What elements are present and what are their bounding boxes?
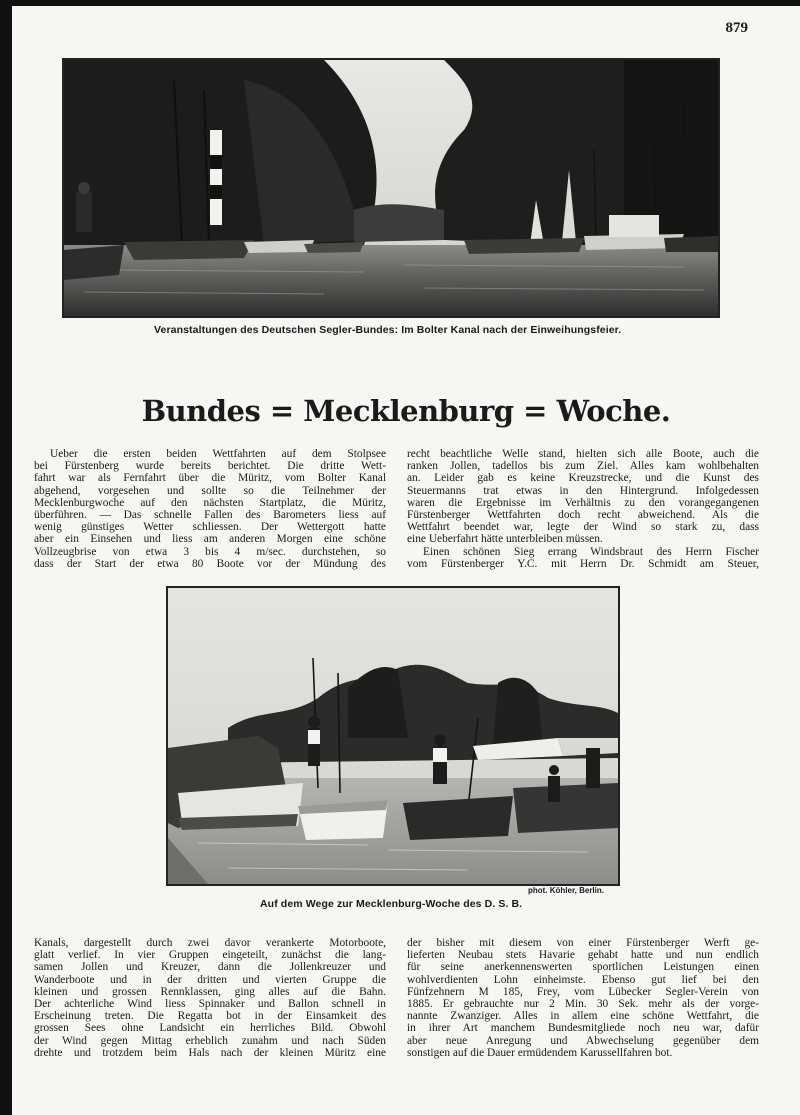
page-number: 879 (725, 20, 748, 36)
text-line: ranken Jollen, tadellos bis zum Ziel. Alles kam wohlbehalten (407, 460, 759, 473)
column-bottom-left (34, 937, 386, 1059)
text-line: der Wind gegen Mittag erheblich zunahm und nach Süden (34, 1034, 386, 1047)
text-line: aber ein Einsehen und liess am anderen Morgen eine schöne (34, 533, 386, 546)
text-line: in ihrer Art manchem Bundesmitgliede noch neu war, dafür (407, 1022, 759, 1035)
photo-caption-top: Veranstaltungen des Deutschen Segler-Bundes: Im Bolter Kanal nach der Einweihungsfeier. (154, 324, 622, 336)
photo-bolter-kanal (62, 58, 720, 318)
text-line: grossen Sees ohne Landsicht ein herrliches Bild. Obwohl (34, 1022, 386, 1035)
text-line: Wanderboote und in der dritten und vierten Gruppe die (34, 973, 386, 986)
text-line: der bisher mit diesem von einer Fürstenberger Werft ge- (407, 937, 759, 949)
text-line: überführen. — Das schnelle Fallen des Barometers liess auf (34, 509, 386, 522)
text-line: vom Fürstenberger Y.C. mit Herrn Dr. Schmidt am Steuer, (407, 557, 759, 570)
text-line: wohlverdienten Lohn einheimste. Ebenso gut lief bei den (407, 973, 759, 986)
column-bottom-right (407, 937, 759, 1059)
text-line: aber neue Anregung und Abwechselung gegenüber dem (407, 1034, 759, 1047)
photo-mecklenburg-woche (166, 586, 620, 886)
photo-caption-bottom: Auf dem Wege zur Mecklenburg-Woche des D. S. B. (260, 898, 523, 910)
text-line: eine Ueberfahrt hätte unterbleiben müssen. (407, 533, 603, 546)
column-top-left (34, 448, 386, 570)
text-line: Einen schönen Sieg errang Windsbraut des Herrn Fischer (423, 545, 759, 558)
column-top-right (407, 448, 759, 570)
text-line: fahrt war als Fernfahrt über die Müritz, vom Bolter Kanal (34, 472, 386, 485)
text-line: glatt verlief. In vier Gruppen eingeteilt, zunächst die lang- (34, 949, 386, 962)
text-line: Der achterliche Wind liess Spinnaker und Ballon schnell in (34, 998, 386, 1011)
text-line: kleinen und grossen Rennklassen, ging alles auf die Bahn. (34, 985, 386, 998)
article-title: Bundes = Mecklenburg = Woche. (141, 394, 671, 428)
text-line: 1885. Er gebrauchte nur 2 Min. 30 Sek. mehr als der vorge- (407, 998, 759, 1011)
text-line: Fürstenberger Wettfahrten doch recht abweichend. Als die (407, 509, 759, 522)
text-line: drehte und trotzdem beim Hals nach der kleinen Müritz eine (34, 1046, 386, 1059)
text-line: Mecklenburgwoche auf den nächsten Startplatz, die Müritz, (34, 496, 386, 509)
text-line: Fünfzehnern M 185, Frey, vom Lübecker Segler-Verein von (407, 985, 759, 998)
text-line: an. Leider gab es keine Kreuzstrecke, und die Kunst des (407, 472, 759, 485)
text-line: dass der Start der etwa 80 Boote vor der Mündung des (34, 557, 386, 570)
text-line: bei Fürstenberg wurde bereits berichtet. Die dritte Wett- (34, 460, 386, 473)
text-line: abgehend, vorgesehen und sollte so die Teilnehmer der (34, 484, 386, 497)
text-line: samen Jollen und Kreuzer, dann die Jollenkreuzer und (34, 961, 386, 974)
text-line: Wettfahrt beendet war, legte der Wind so stark zu, dass (407, 521, 759, 534)
text-line: wenig günstiges Wetter schliessen. Der Wettergott hatte (34, 521, 386, 534)
text-line: Erscheinung treten. Die Regatta bot in der Einsamkeit des (34, 1010, 386, 1023)
text-line: waren die Ergebnisse im Verhältnis zu den vorangegangenen (407, 496, 759, 509)
text-line: sonstigen auf die Dauer ermüdendem Karussellfahren bot. (407, 1046, 673, 1059)
photo-mecklenburg-woche-image (168, 588, 618, 884)
text-line: lieferten Neubau stets Havarie gehabt hatte und nun endlich (407, 949, 759, 962)
text-line: recht beachtliche Welle stand, hielten sich alle Boote, auch die (407, 448, 759, 460)
text-line: für seine anerkennenswerten sportlichen Leistungen einen (407, 961, 759, 974)
text-line: Ueber die ersten beiden Wettfahrten auf dem Stolpsee (50, 448, 386, 460)
photo-credit: phot. Köhler, Berlin. (527, 886, 604, 895)
text-line: nannte Zwanziger. Alles in allem eine schöne Wettfahrt, die (407, 1010, 759, 1023)
text-line: Kanals, dargestellt durch zwei davor verankerte Motorboote, (34, 937, 386, 949)
text-line: Vollzeugbrise von etwa 3 bis 4 m/sec. durchstehen, so (34, 545, 386, 558)
text-line: Steuermanns trat etwas in den Hintergrund. Infolgedessen (407, 484, 759, 497)
photo-bolter-kanal-image (64, 60, 718, 316)
